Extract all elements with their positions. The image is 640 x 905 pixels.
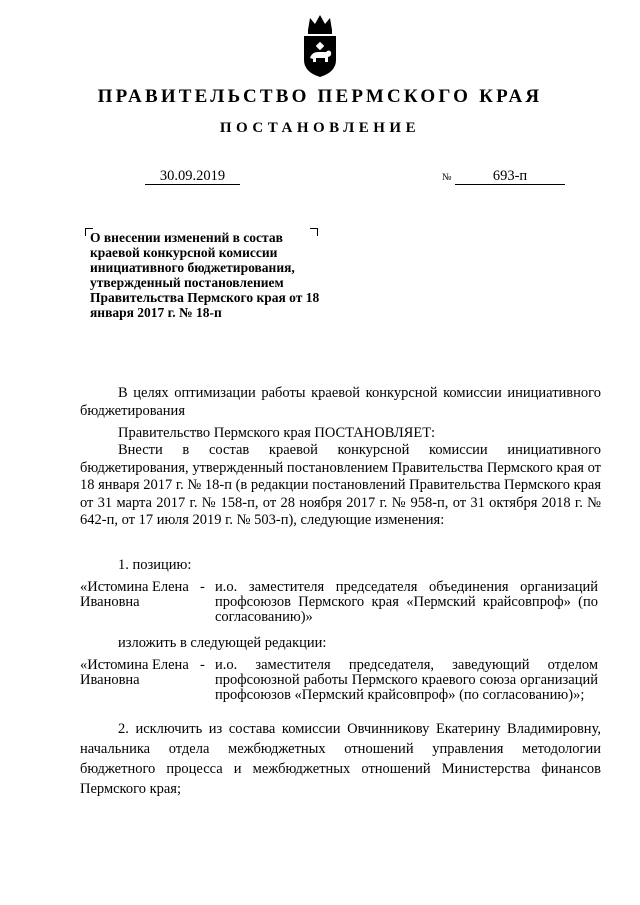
document-subject: О внесении изменений в состав краевой конкурсной комиссии инициативного бюджетирования, утвержденный постановлением Правительства Пермского края от 18 января 2017 г. № 18-п [90,230,320,320]
coat-of-arms-icon [300,12,340,78]
amend-paragraph: Внести в состав краевой конкурсной комиссии инициативного бюджетирования, утвержденный постановлением Правительства Пермского края от 18 января 2017 г. № 18-п (в редакции постановлений Правительства Пермского края от 31 марта 2017 г. № 158-п, от 28 ноября 2017 г. № 958-п, от 31 октября 2018 г. № 642-п, от 17 июля 2019 г. № 503-п), следующие изменения: [80,442,601,528]
old-entry-dash: - [200,579,205,595]
purpose-paragraph: В целях оптимизации работы краевой конкурсной комиссии инициативного бюджетирования [80,385,601,419]
organization-title: ПРАВИТЕЛЬСТВО ПЕРМСКОГО КРАЯ [97,86,543,107]
document-date: 30.09.2019 [145,168,240,185]
document-type: ПОСТАНОВЛЕНИЕ [219,120,421,136]
document-number: 693-п [455,168,565,185]
number-label: № [442,172,452,183]
new-entry-intro: изложить в следующей редакции: [118,635,327,651]
new-entry-position: и.о. заместителя председателя, заведующий отделом профсоюзной работы Пермского краевого союза организаций профсоюзов «Пермский крайсовпроф» (по согласованию)»; [215,657,598,703]
new-entry-dash: - [200,657,205,673]
item-1-heading: 1. позицию: [118,557,192,573]
item-2-paragraph: 2. исключить из состава комиссии Овчинникову Екатерину Владимировну, начальника отдела межбюджетных отношений управления методологии бюджетного процесса и межбюджетных отношений Министерства финансов Пермского края; [80,721,601,797]
old-entry-position: и.о. заместителя председателя объединения организаций профсоюзов Пермского края «Пермский крайсовпроф» (по согласованию)» [215,579,598,625]
new-entry-name: «Истомина Елена Ивановна [80,657,189,688]
old-entry-name: «Истомина Елена Ивановна [80,579,189,610]
decree-paragraph: Правительство Пермского края ПОСТАНОВЛЯЕТ: [118,425,436,441]
